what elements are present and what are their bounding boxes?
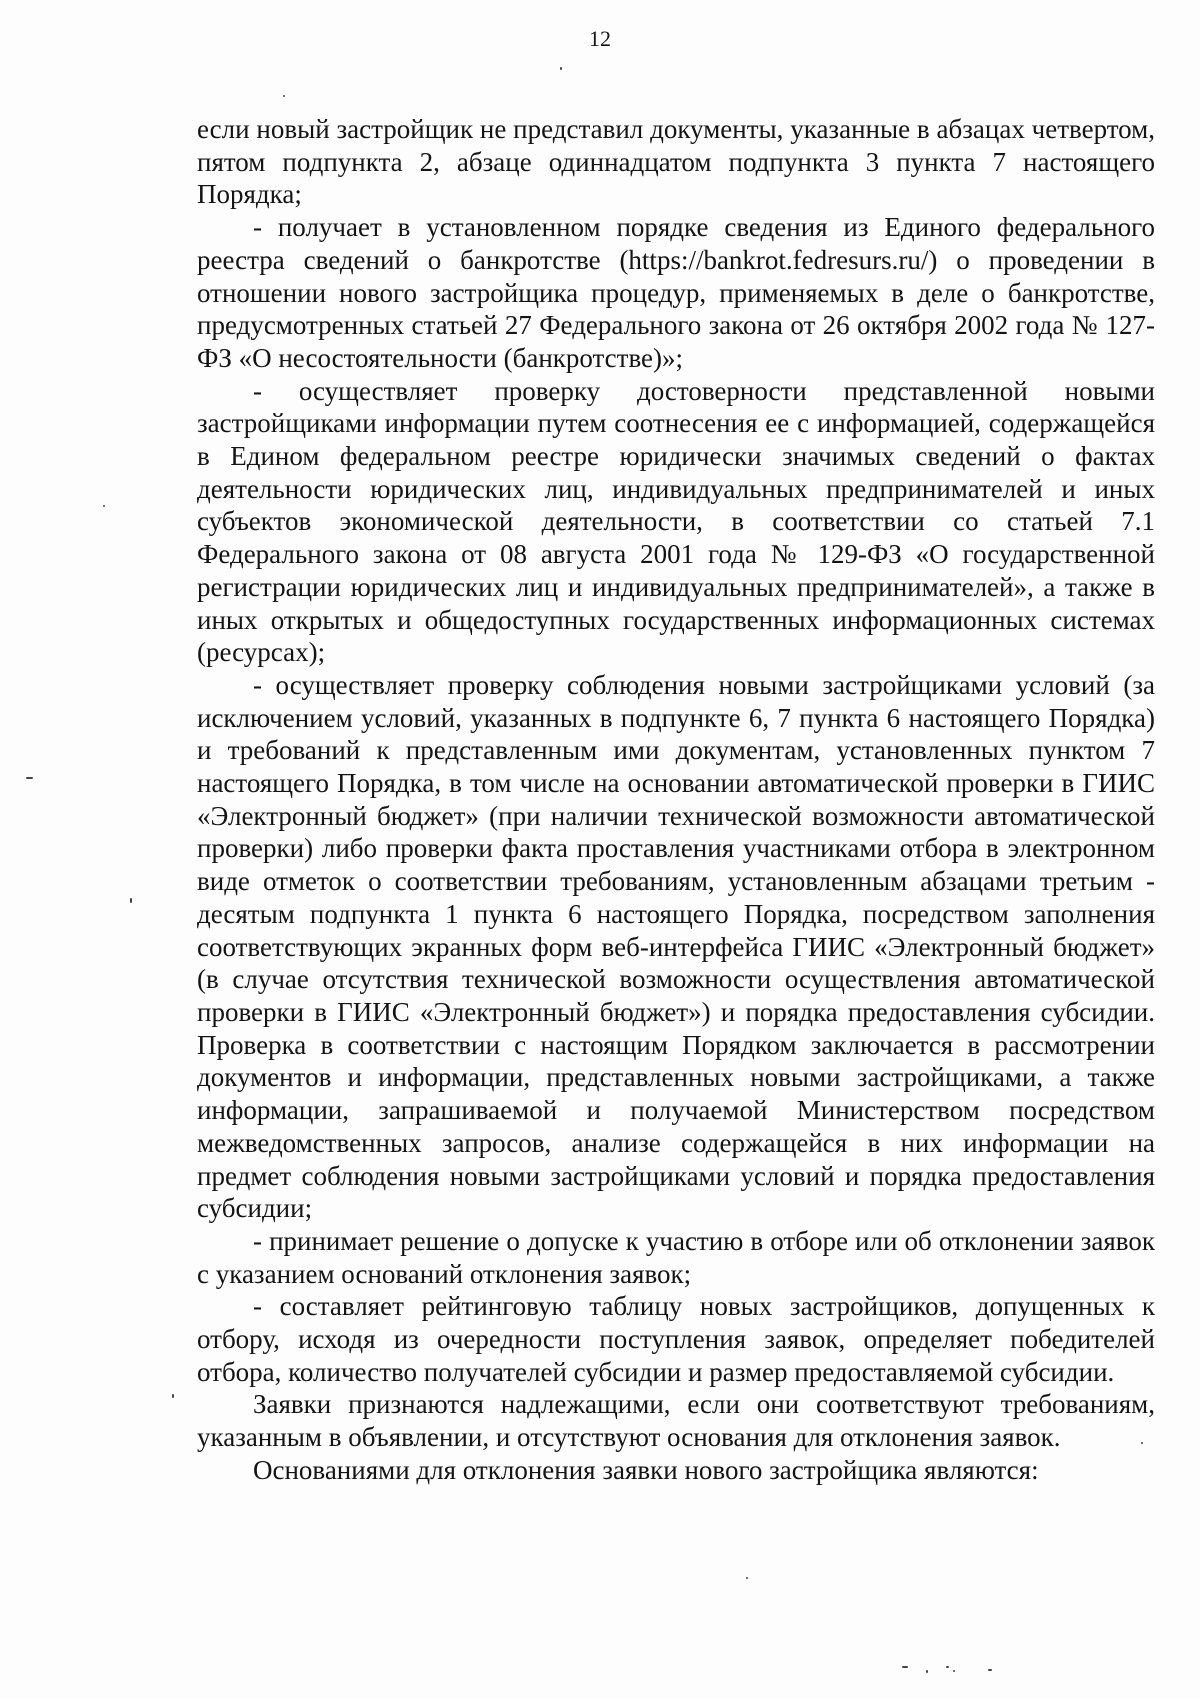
scan-speck xyxy=(560,67,562,70)
scan-speck xyxy=(283,95,285,97)
scan-speck xyxy=(1141,1442,1143,1444)
scan-speck xyxy=(746,1577,748,1579)
paragraph-verification-reliability: - осуществляет проверку достоверности представленной новыми застройщиками информации путем соотнесения ее с информацией, содержащейся в Едином федеральном реестре юридически значимых сведений о фактах деятельности юридических лиц, индивидуальных предпринимателей и иных субъектов экономической деятельности, в соответствии со статьей 7.1 Федерального закона от 08 августа 2001 года № 129-ФЗ «О государственной регистрации юридических лиц и индивидуальных предпринимателей», а также в иных открытых и общедоступных государственных информационных системах (ресурсах); xyxy=(197,375,1155,668)
document-body xyxy=(197,113,1155,1487)
scan-speck xyxy=(946,1666,949,1668)
scan-speck xyxy=(130,898,132,903)
scan-speck xyxy=(926,1670,928,1673)
scan-speck xyxy=(103,505,105,507)
scan-speck xyxy=(988,1669,992,1671)
paragraph-proper-applications: Заявки признаются надлежащими, если они соответствуют требованиям, указанным в объявлении, и отсутствуют основания для отклонения заявок. xyxy=(197,1389,1155,1453)
scan-speck xyxy=(902,1666,908,1668)
paragraph-bankruptcy-registry: - получает в установленном порядке сведения из Единого федерального реестра сведений о банкротстве (https://bankrot.fedresurs.ru/) о проведении в отношении нового застройщика процедур, применяемых в деле о банкротстве, предусмотренных статьей 27 Федерального закона от 26 октября 2002 года № 127-ФЗ «О несостоятельности (банкротстве)»; xyxy=(197,212,1155,373)
page-number: 12 xyxy=(589,26,611,51)
scan-speck xyxy=(953,1670,955,1672)
paragraph-rating-table: - составляет рейтинговую таблицу новых застройщиков, допущенных к отбору, исходя из очередности поступления заявок, определяет победителей отбора, количество получателей субсидии и размер предоставляемой субсидии. xyxy=(197,1291,1155,1387)
paragraph-verification-compliance: - осуществляет проверку соблюдения новыми застройщиками условий (за исключением условий, указанных в подпункте 6, 7 пункта 6 настоящего Порядка) и требований к представленным ими документам, установленных пунктом 7 настоящего Порядка, в том числе на основании автоматической проверки в ГИИС «Электронный бюджет» (при наличии технической возможности автоматической проверки) либо проверки факта проставления участниками отбора в электронном виде отметок о соответствии требованиям, установленным абзацами третьим - десятым подпункта 1 пункта 6 настоящего Порядка, посредством заполнения соответствующих экранных форм веб-интерфейса ГИИС «Электронный бюджет» (в случае отсутствия технической возможности осуществления автоматической проверки в ГИИС «Электронный бюджет») и порядка предоставления субсидии. Проверка в соответствии с настоящим Порядком заключается в рассмотрении документов и информации, представленных новыми застройщиками, а также информации, запрашиваемой и получаемой Министерством посредством межведомственных запросов, анализе содержащейся в них информации на предмет соблюдения новыми застройщиками условий и порядка предоставления субсидии; xyxy=(197,669,1155,1224)
paragraph-continuation: если новый застройщик не представил документы, указанные в абзацах четвертом, пятом подпункта 2, абзаце одиннадцатом подпункта 3 пункта 7 настоящего Порядка; xyxy=(197,114,1155,210)
scan-speck xyxy=(26,777,33,779)
paragraph-rejection-grounds: Основаниями для отклонения заявки нового застройщика являются: xyxy=(253,1454,1039,1485)
paragraph-admission-decision: - принимает решение о допуске к участию в отборе или об отклонении заявок с указанием оснований отклонения заявок; xyxy=(197,1225,1155,1289)
scan-speck xyxy=(172,1394,174,1398)
